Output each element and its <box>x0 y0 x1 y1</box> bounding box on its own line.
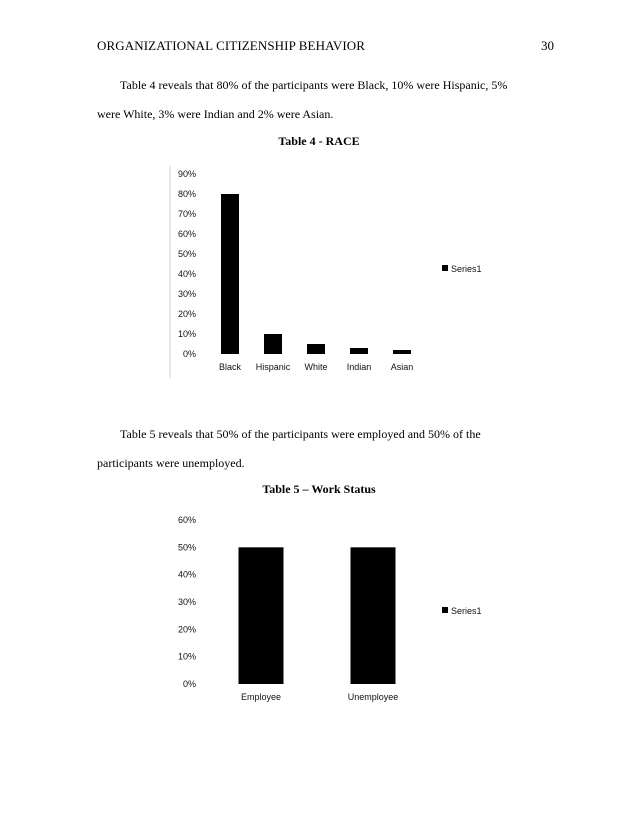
bar-asian <box>393 350 411 354</box>
x-tick-label: Hispanic <box>255 362 291 372</box>
bar-employee <box>239 547 284 684</box>
y-tick-label: 70% <box>177 209 196 219</box>
running-head: ORGANIZATIONAL CITIZENSHIP BEHAVIOR <box>97 38 366 53</box>
bar-indian <box>350 348 368 354</box>
x-tick-label: White <box>304 362 328 372</box>
y-tick-label: 30% <box>177 289 196 299</box>
paragraph-line: Table 5 reveals that 50% of the participants were employed and 50% of the <box>120 427 481 441</box>
x-tick-label: Indian <box>346 362 372 372</box>
x-tick-label: Unemployee <box>347 692 399 702</box>
y-tick-label: 40% <box>177 569 196 580</box>
caption-table5: Table 5 – Work Status <box>262 482 376 496</box>
paragraph-table4 <box>97 71 547 129</box>
paragraph-line: were White, 3% were Indian and 2% were Asian. <box>97 107 334 121</box>
legend-label: Series1 <box>451 606 482 616</box>
paragraph-line: participants were unemployed. <box>97 456 245 470</box>
bar-unemployee <box>351 547 396 684</box>
legend-swatch <box>442 265 448 271</box>
y-tick-label: 30% <box>177 597 196 607</box>
legend-swatch <box>442 607 448 613</box>
y-tick-label: 20% <box>177 309 196 319</box>
bar-black <box>221 194 239 354</box>
y-tick-label: 10% <box>177 329 196 339</box>
y-tick-label: 20% <box>177 624 196 635</box>
bar-white <box>307 344 325 354</box>
x-tick-label: Black <box>218 362 242 372</box>
paragraph-line: Table 4 reveals that 80% of the participants were Black, 10% were Hispanic, 5% <box>120 78 508 92</box>
bar-hispanic <box>264 334 282 354</box>
page-number: 30 <box>541 38 554 53</box>
y-tick-label: 0% <box>182 679 196 689</box>
paragraph-table5 <box>97 420 547 478</box>
x-tick-label: Employee <box>240 692 282 702</box>
y-tick-label: 50% <box>177 249 196 259</box>
y-tick-label: 60% <box>177 515 196 525</box>
y-tick-label: 90% <box>177 169 196 179</box>
y-tick-label: 60% <box>177 229 196 239</box>
x-tick-label: Asian <box>390 362 414 372</box>
caption-table4: Table 4 - RACE <box>278 134 360 148</box>
y-tick-label: 10% <box>177 651 196 662</box>
y-tick-label: 80% <box>177 189 196 199</box>
y-tick-label: 40% <box>177 269 196 279</box>
chart-work-status <box>160 510 540 710</box>
chart-race <box>160 158 540 384</box>
y-tick-label: 50% <box>177 542 196 553</box>
y-tick-label: 0% <box>182 349 196 359</box>
legend-label: Series1 <box>451 264 482 274</box>
